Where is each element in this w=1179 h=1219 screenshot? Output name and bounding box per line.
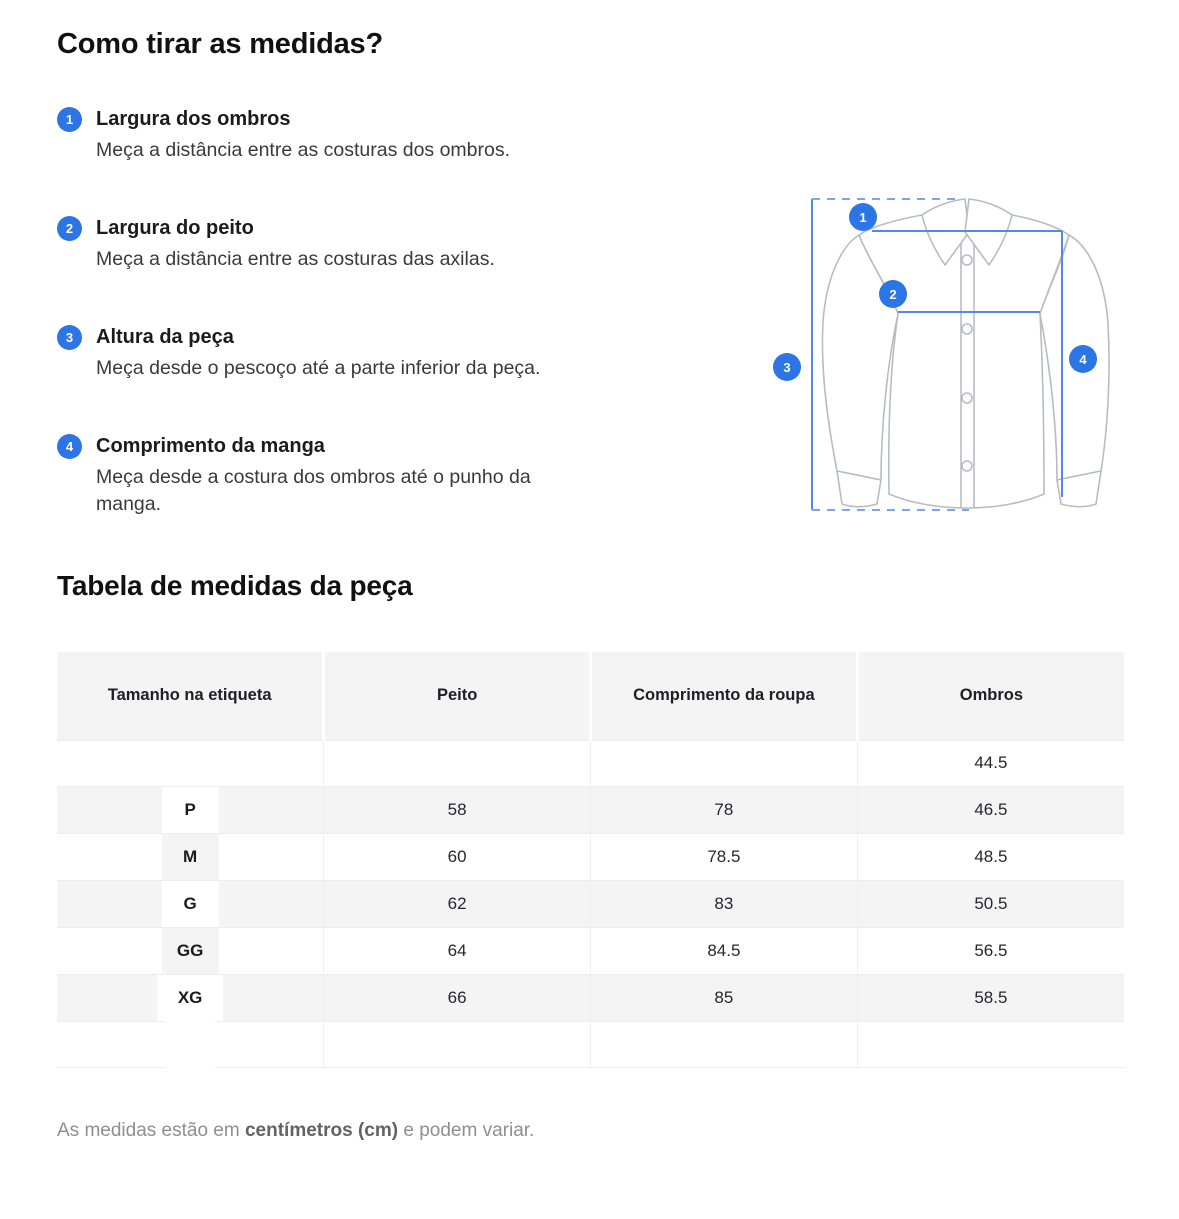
size-table-title: Tabela de medidas da peça (57, 570, 413, 601)
step-3-badge: 3 (57, 325, 82, 350)
chest-cell (324, 1021, 591, 1067)
diagram-marker-3-label: 3 (783, 360, 791, 375)
step-2-badge: 2 (57, 216, 82, 241)
shirt-button (962, 461, 972, 471)
size-column-overlay (164, 1016, 215, 1078)
length-cell: 83 (591, 880, 858, 927)
measure-item-title: Largura do peito (96, 217, 254, 239)
shoulders-cell: 46.5 (857, 786, 1124, 833)
length-cell (591, 740, 858, 786)
length-cell: 78 (591, 786, 858, 833)
shoulders-cell: 56.5 (857, 927, 1124, 974)
length-cell (591, 1021, 858, 1067)
length-cell: 84.5 (591, 927, 858, 974)
measure-item-description: Meça a distância entre as costuras dos ombros. (96, 139, 511, 161)
table-row (57, 927, 1124, 974)
diagram-marker-1-label: 1 (859, 210, 867, 225)
units-footnote (57, 1120, 1124, 1142)
step-4-badge: 4 (57, 434, 82, 459)
footnote-suffix: e podem variar. (398, 1119, 535, 1141)
measure-item-description: Meça desde a costura dos ombros até o punho da manga. (96, 466, 531, 515)
chest-cell (324, 740, 591, 786)
size-cell (57, 974, 324, 1021)
diagram-marker-2-label: 2 (889, 287, 897, 302)
shoulders-cell: 44.5 (857, 740, 1124, 786)
shirt-button (962, 255, 972, 265)
measure-item-shoulders (57, 107, 657, 164)
column-header-shoulders: Ombros (857, 652, 1124, 740)
table-row (57, 786, 1124, 833)
measure-item-description: Meça desde o pescoço até a parte inferior da peça. (96, 357, 541, 379)
shoulders-cell: 48.5 (857, 833, 1124, 880)
size-table-header-row (57, 652, 1124, 740)
size-cell (57, 927, 324, 974)
column-header-length: Comprimento da roupa (591, 652, 858, 740)
shirt-illustration-icon (760, 172, 1116, 538)
table-row (57, 1021, 1124, 1067)
column-header-size: Tamanho na etiqueta (57, 652, 324, 740)
length-cell: 85 (591, 974, 858, 1021)
size-chip-g[interactable]: G (162, 881, 219, 927)
table-row (57, 740, 1124, 786)
footnote-unit: centímetros (cm) (244, 1119, 399, 1141)
shirt-button (962, 393, 972, 403)
measurement-instructions (57, 107, 657, 518)
shoulders-cell: 58.5 (857, 974, 1124, 1021)
size-cell (57, 833, 324, 880)
measure-item-height (57, 325, 657, 382)
size-chip-xg[interactable]: XG (157, 975, 223, 1021)
size-cell (57, 740, 324, 786)
chest-cell: 66 (324, 974, 591, 1021)
shoulders-cell (857, 1021, 1124, 1067)
size-cell (57, 786, 324, 833)
table-row (57, 974, 1124, 1021)
measure-item-title: Largura dos ombros (96, 108, 291, 130)
measure-item-description: Meça a distância entre as costuras das axilas. (96, 248, 495, 270)
diagram-marker-4-label: 4 (1079, 352, 1087, 367)
shirt-button (962, 324, 972, 334)
step-1-badge: 1 (57, 107, 82, 132)
chest-cell: 58 (324, 786, 591, 833)
column-header-chest: Peito (324, 652, 591, 740)
size-chip-m[interactable]: M (162, 834, 219, 880)
size-chip-p[interactable]: P (162, 787, 219, 833)
chest-cell: 62 (324, 880, 591, 927)
size-chip-gg[interactable]: GG (162, 928, 219, 974)
chest-cell: 60 (324, 833, 591, 880)
footnote-prefix: As medidas estão em (57, 1119, 245, 1141)
shirt-measurement-diagram (760, 172, 1116, 538)
measure-item-sleeve (57, 434, 657, 518)
table-row (57, 880, 1124, 927)
size-cell (57, 880, 324, 927)
length-cell: 78.5 (591, 833, 858, 880)
size-table (57, 652, 1124, 1068)
measure-item-title: Altura da peça (96, 326, 234, 348)
page-title: Como tirar as medidas? (57, 28, 383, 60)
table-row (57, 833, 1124, 880)
measure-item-title: Comprimento da manga (96, 435, 325, 457)
measure-item-chest (57, 216, 657, 273)
chest-cell: 64 (324, 927, 591, 974)
shoulders-cell: 50.5 (857, 880, 1124, 927)
